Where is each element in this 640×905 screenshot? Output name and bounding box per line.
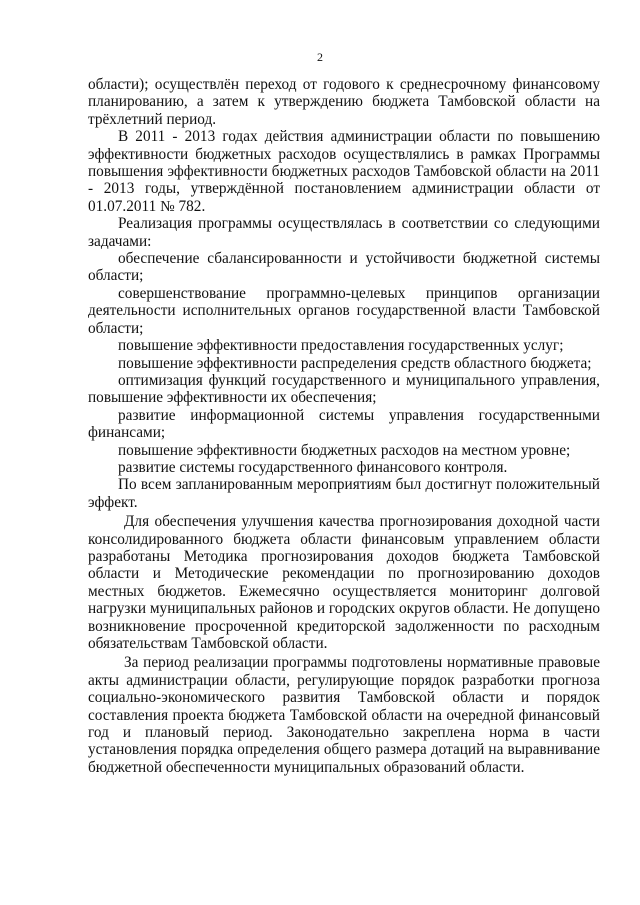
page-number: 2 [317,50,323,64]
paragraph-result: По всем запланированным мероприятиям был достигнут положительный эффект. [88,476,600,511]
paragraph-tasks-intro: Реализация программы осуществлялась в соответствии со следующими задачами: [88,215,600,250]
list-item-task: оптимизация функций государственного и муниципального управления, повышение эффективности их обеспечения; [88,371,600,407]
list-item-task: повышение эффективности распределения средств областного бюджета; [118,354,592,372]
list-item-task: повышение эффективности предоставления государственных услуг; [118,337,564,355]
list-item-task: совершенствование программно-целевых принципов организации деятельности исполнительных органов государственной власти Тамбовской области; [88,284,600,337]
paragraph-legal-acts: За период реализации программы подготовлены нормативные правовые акты администрации области, регулирующие порядок разработки прогноза социально-экономического развития Тамбовской области и порядок составления проекта бюджета Тамбовской области на очередной финансовый год и плановый период. Законодательно закреплена норма в части установления порядка определения общего размера дотаций на выравнивание бюджетной обеспеченности муниципальных образований области. [88,654,600,776]
list-item-task: развитие информационной системы управления государственными финансами; [88,406,600,442]
paragraph-program-intro: В 2011 - 2013 годах действия администрации области по повышению эффективности бюджетных расходов осуществлялись в рамках Программы повышения эффективности бюджетных расходов Тамбовской области на 2011 - 2013 годы, утверждённой постановлением администрации области от 01.07.2011 № 782. [88,128,600,215]
list-item-task: развитие системы государственного финансового контроля. [118,458,508,476]
list-item-task: обеспечение сбалансированности и устойчивости бюджетной системы области; [88,250,600,285]
paragraph-continuation: области); осуществлён переход от годового к среднесрочному финансовому планированию, а затем к утверждению бюджета Тамбовской области на трёхлетний период. [88,76,600,128]
paragraph-forecasting: Для обеспечения улучшения качества прогнозирования доходной части консолидированного бюджета области финансовым управлением области разработаны Методика прогнозирования доходов бюджета Тамбовской области и Методические рекомендации по прогнозированию доходов местных бюджетов. Ежемесячно осуществляется мониторинг долговой нагрузки муниципальных районов и городских округов области. Не допущено возникновение просроченной кредиторской задолженности по расходным обязательствам Тамбовской области. [88,513,600,652]
list-item-task: повышение эффективности бюджетных расходов на местном уровне; [118,441,571,459]
document-body [88,76,600,776]
